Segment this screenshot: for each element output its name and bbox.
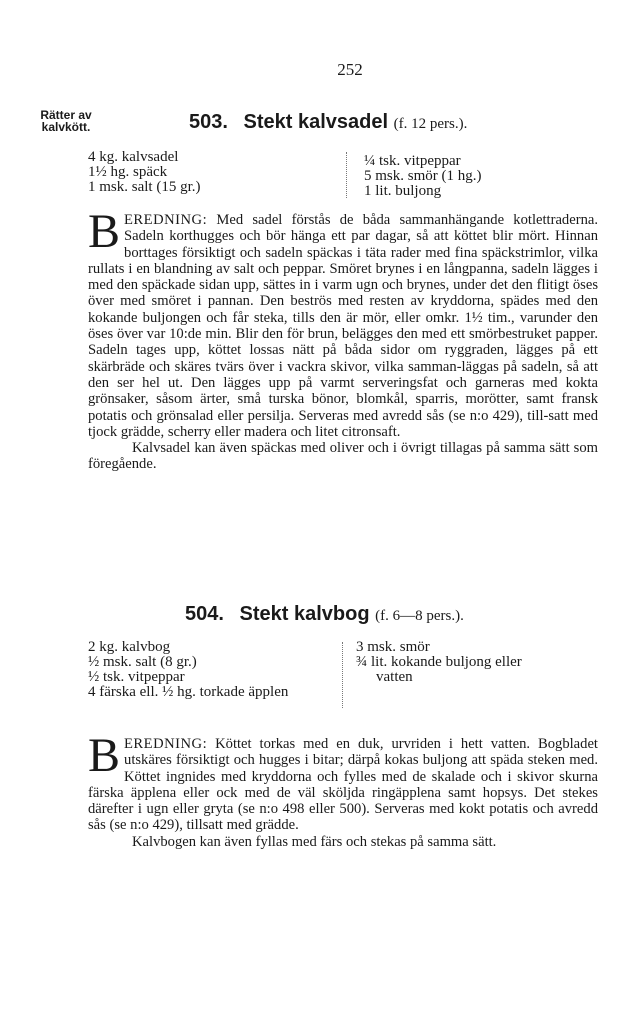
side-note-line: Rätter av: [40, 108, 92, 122]
ingredient-list-right: [364, 154, 482, 199]
recipe-method: [88, 205, 598, 473]
ingredient: vatten: [376, 669, 413, 685]
method-text: Med sadel förstås de båda sammanhängande kotlettraderna. Sadeln korthugges och bör hänga ett par dagar, så att köttet blir mört. Hinnan borttages försiktigt och sadeln späckas i täta rader med fina späckstrimlor, vilka rullats i en blandning av salt och peppar. Smöret brynes i en långpanna, sadeln lägges i med den späckade sidan upp, sättes in i varm ugn och brynes, under det den flitigt öses över med smöret i pannan. Den beströs med resten av kryddorna, spädes med den kokande buljongen och får steka, tills den är mör, eller omkr. 1½ tim., varunder den öses över var 10:de min. Blir den för brun, belägges den med ett smörbestruket papper. Sadeln tages upp, köttet lossas nätt på båda sidor om ryggraden, lägges på ett skärbräde och skäres tvärs över i vackra skivor, vilka samman-läggas på sadeln, så att den ser hel ut. Den lägges upp på varmt serveringsfat och garneras med kokta grönsaker, såsom ärter, små turska bönor, blomkål, sparris, morötter, samt fransk potatis och grönsalad eller persilja. Serveras med avredd sås (se n:o 429), till-satt med tjock grädde, scherry eller madera och litet citronsaft.: [88, 212, 598, 440]
ingredient-list-left: [88, 150, 201, 195]
ingredient-list-right: [356, 640, 522, 685]
ingredient: 4 kg. kalvsadel: [88, 149, 179, 165]
ingredient: 5 msk. smör (1 hg.): [364, 168, 482, 184]
drop-cap: B: [88, 205, 121, 258]
recipe-servings: (f. 12 pers.).: [393, 116, 468, 132]
ingredient-list-left: [88, 640, 288, 700]
recipe-method: [88, 729, 598, 850]
ingredient: ¼ tsk. vitpeppar: [364, 153, 461, 169]
recipe-note: Kalvsadel kan även späckas med oliver och i övrigt tillagas på samma sätt som föregående.: [88, 440, 598, 473]
column-divider: [346, 152, 347, 198]
recipe-name: Stekt kalvsadel: [243, 111, 389, 133]
recipe-servings: (f. 6—8 pers.).: [375, 608, 464, 624]
ingredient: ¾ lit. kokande buljong eller: [356, 654, 522, 670]
method-paragraph: [88, 729, 598, 834]
recipe-title: [189, 111, 467, 134]
ingredient: 1 lit. buljong: [364, 183, 442, 199]
recipe-number: 503.: [189, 111, 228, 133]
ingredient: ½ tsk. vitpeppar: [88, 669, 185, 685]
ingredient: ½ msk. salt (8 gr.): [88, 654, 197, 670]
ingredient: 4 färska ell. ½ hg. torkade äpplen: [88, 684, 289, 700]
method-paragraph: [88, 205, 598, 440]
side-note: [32, 109, 100, 133]
side-note-line: kalvkött.: [41, 120, 91, 134]
ingredient: 1 msk. salt (15 gr.): [88, 179, 201, 195]
method-text: Köttet torkas med en duk, urvriden i hett vatten. Bogbladet utskäres försiktigt och hugges i bitar; därpå kokas buljong att späda steken med. Köttet ingnides med kryddorna och fylles med de skalade och i skivor skurna färska äpplena eller ock med de väl sköljda ringäpplena samt hopsys. Det stekes därefter i ugn eller gryta (se n:o 498 eller 500). Serveras med kokt potatis och avredd sås (se n:o 429), tillsatt med grädde.: [88, 736, 598, 834]
recipe-number: 504.: [185, 603, 224, 625]
recipe-name: Stekt kalvbog: [239, 603, 370, 625]
ingredient: 1½ hg. späck: [88, 164, 168, 180]
column-divider: [342, 642, 343, 708]
ingredient: 2 kg. kalvbog: [88, 639, 171, 655]
method-lead: EREDNING:: [124, 212, 208, 228]
method-lead: EREDNING:: [124, 736, 208, 752]
page-number: 252: [337, 60, 363, 79]
drop-cap: B: [88, 729, 121, 782]
recipe-title: [185, 603, 464, 626]
ingredient: 3 msk. smör: [356, 639, 430, 655]
recipe-note: Kalvbogen kan även fyllas med färs och stekas på samma sätt.: [132, 833, 497, 850]
